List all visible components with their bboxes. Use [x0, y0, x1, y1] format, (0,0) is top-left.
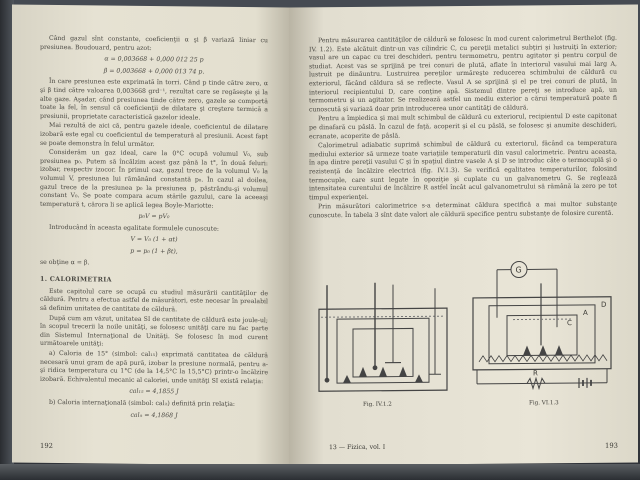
- formula-alpha: α = 0,003668 + 0,000 012 25 p: [104, 55, 204, 64]
- cone-2: [539, 345, 547, 355]
- adiabatic-calorimeter-figure: [467, 257, 617, 398]
- cork-cone-2: [379, 367, 387, 377]
- outer-vessel-d: [319, 308, 447, 391]
- label-a: A: [583, 308, 588, 317]
- outer-vessel-d: [473, 297, 611, 370]
- left-after-bm: Introducând în aceasta egalitate formulele cunoscute:: [49, 223, 220, 233]
- thermometer-inner-bulb: [373, 365, 378, 370]
- fig-left-caption: Fig. IV.1.2: [363, 401, 392, 408]
- cone-1: [523, 345, 531, 355]
- water-line: [321, 316, 445, 317]
- cork-cone-4: [343, 375, 351, 383]
- label-r: R: [533, 369, 538, 378]
- heating-coil-outer: [479, 355, 607, 362]
- left-page-column: [40, 35, 268, 425]
- inner-fluid-hatch: [513, 319, 571, 320]
- formula-calit: calᵢₜ = 4,1868 J: [130, 411, 178, 419]
- section-heading-calorimetria: 1. CALORIMETRIA: [40, 275, 112, 284]
- cone-3: [555, 345, 563, 355]
- right-page-folio: 13 — Fizica, vol. I: [329, 444, 386, 452]
- thermometer-outer-bulb: [325, 378, 330, 383]
- formula-beta: β = 0,003668 + 0,000 013 74 p.: [103, 67, 205, 76]
- right-page-column: [309, 35, 617, 222]
- fig-right-caption: Fig. VI.1.3: [529, 400, 559, 407]
- left-intro: Când gazul sînt constante, coeficienţii α şi β variază liniar cu presiunea. Boudouard, pentru azot:: [40, 34, 268, 52]
- left-page-number: 192: [40, 442, 53, 451]
- right-paragraph-1: Pentru măsurarea cantităţilor de căldură se folosesc în mod curent calorimetrul Berthelot (fig. IV. 1.2). Este alcătuit dintr-un vas cilindric C, cu pereţii metalici subţiri şi lustruiţi în exterior; vasul are un capac cu trei deschideri, pentru termometru, pentru agitator şi pentru corpul de studiat. Acest vas se sprijină pe trei conuri de plută, aflate în interiorul vasului mai larg A, lustruit pe dinăuntru. Lustruirea pereţilor urmăreşte reducerea schimbului de căldură cu exteriorul, făcând căldura să se reflecte. Vasul A se sprijină şi el pe trei conuri de plută, în interiorul recipientului D, care conţine apă. Sistemul dintre pereţi se introduce apă, un termometru şi un agitator. Se realizează astfel un mediu exterior a cărui temperatură poate fi cunoscută şi variază doar prin introducerea unor cantităţi de căldură.: [309, 34, 617, 114]
- section-paragraph-3: a) Caloria de 15° (simbol: cal₁₅) exprimată cantitatea de căldură necesară unui gram de apă pură, izobar la presiune normală, pentru a-şi ridica temperatura cu 1°C (de la 14,5°C la 15,5°C) printr-o încălzire izobară. Echivalentul mecanic al caloriei, unde unităţi SI există relaţia:: [40, 349, 268, 385]
- label-d: D: [601, 300, 607, 309]
- calorimeter-figure: [313, 278, 453, 397]
- item-b: b) Caloria internaţională (simbol: calᵢₜ) definită prin relaţia:: [49, 398, 235, 408]
- formula-cal15: cal₁₅ = 4,1855 J: [129, 388, 179, 396]
- book-bottom-edge: [0, 464, 640, 480]
- right-paragraph-2: Pentru a împiedica şi mai mult schimbul de căldură cu exteriorul, recipientul D este capitonat pe dinafară cu pâslă. În cazul de faţă, acoperit şi el cu pâslă, se folosesc şi anumite deschideri, ecranate, acoperite de pâslă.: [309, 113, 617, 140]
- section-paragraph-2: După cum am văzut, unitatea SI de cantitate de căldură este joule-ul; în scopul trecerii la noile unităţi, se folosesc unităţi care nu fac parte din Sistemul Internaţional de Unităţi. Se folosesc în mod curent următoarele unităţi:: [40, 314, 268, 348]
- formula-boyle-mariotte: p₀V = pV₀: [138, 213, 170, 221]
- right-paragraph-3: Calorimetrul adiabatic suprimă schimbul de căldură cu exteriorul, făcând ca temperatura mediului exterior să urmeze toate variaţiile temperaturii din vasul calorimetric. Pentru aceasta, în apa dintre pereţii vasului C şi în spaţiul dintre vasele A şi D se introduc câte o termocuplă şi o rezistenţă de încălzire electrică (fig. IV.1.3). Se verifică egalitatea temperaturilor, folosind termocuple, care sunt legate în opoziţie şi cuplate cu un galvanometru G. Se reglează intensitatea curentului de încălzire R astfel încât acul galvanometrului să rămână la zero pe tot timpul experienţei.: [309, 139, 617, 202]
- left-paragraph-1: În care presiunea este exprimată în torri. Când p tinde către zero, α şi β tind către valoarea 0,003668 grd⁻¹, rezultat care se regăseşte şi la alte gaze. Aşadar, când presiunea tinde către zero, gazele se comportă toate la fel, în sensul că coeficienţii de dilatare şi creştere termică a presiunii, proprietate caracteristică gazelor ideale.: [40, 78, 268, 122]
- label-c: C: [567, 319, 572, 328]
- section-paragraph-1: Este capitolul care se ocupă cu studiul măsurării cantităţilor de căldură. Pentru a efectua astfel de măsurători, este necesar în prealabil să definim unitatea de cantitate de căldură.: [40, 287, 268, 314]
- figures-area: [307, 257, 623, 410]
- left-paragraph-3: Considerăm un gaz ideal, care la 0°C ocupă volumul V₀, sub presiunea p₀. Putem să încălzim acest gaz până la t°, în două feluri: izobar, respectiv izocor. În primul caz, gazul trece de la volumul V₀ la volumul V, presiunea lui rămânând constantă p₀. În cazul al doilea, gazul trece de la presiunea p₀ la presiunea p, păstrându-şi volumul constant V₀. Se poate compara acum stările gazului, care la aceeaşi temperatură t, cărora li se aplică legea Boyle-Mariotte:: [40, 149, 268, 210]
- cork-cone-3: [399, 366, 407, 376]
- left-page: [12, 5, 289, 466]
- label-g: G: [515, 265, 522, 275]
- left-paragraph-2: Mai rezultă de aici că, pentru gazele ideale, coeficientul de dilatare izobară este egal cu coeficientul de temperatură al presiunii. Acest fapt se poate demonstra în felul următor.: [40, 122, 268, 148]
- right-page-number: 193: [605, 442, 618, 451]
- right-page: [289, 4, 638, 465]
- formula-pressure: p = p₀ (1 + βt),: [130, 247, 178, 256]
- right-paragraph-4: Prin măsurători calorimetrice s-a determinat căldura specifică a mai multor substanţe cunoscute. În tabela 3 sînt date valori ale căldurii specifice pentru substanţe de folosire curentă.: [309, 200, 617, 220]
- cork-cone-1: [359, 367, 367, 377]
- cork-cone-5: [415, 374, 423, 382]
- formula-volume: V = V₀ (1 + αt): [130, 236, 178, 244]
- left-conclusion: se obţine α = β.: [40, 258, 90, 267]
